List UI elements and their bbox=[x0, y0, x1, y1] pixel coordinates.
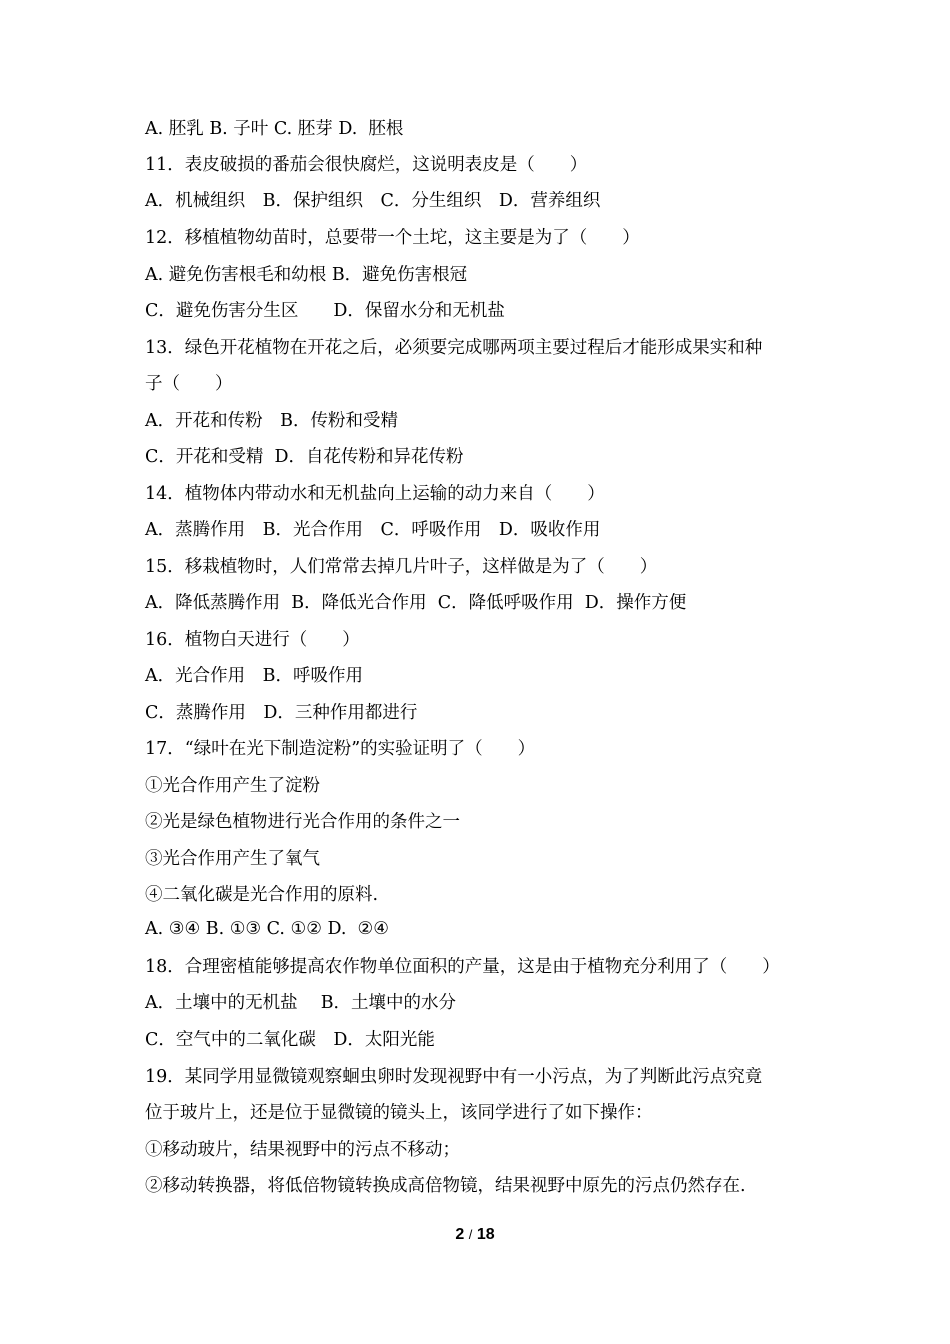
answer-options: A．土壤中的无机盐 B．土壤中的水分 bbox=[145, 993, 457, 1013]
question-stem: 14．植物体内带动水和无机盐向上运输的动力来自（ ） bbox=[145, 484, 605, 504]
question-stem: 16．植物白天进行（ ） bbox=[145, 630, 360, 650]
answer-options: A．开花和传粉 B．传粉和受精 bbox=[145, 411, 398, 431]
statement-item: ②光是绿色植物进行光合作用的条件之一 bbox=[145, 812, 460, 832]
answer-options: C．空气中的二氧化碳 D．太阳光能 bbox=[145, 1030, 435, 1050]
statement-item: ④二氧化碳是光合作用的原料. bbox=[145, 885, 379, 905]
question-stem: 12．移植植物幼苗时，总要带一个土坨，这主要是为了（ ） bbox=[145, 228, 640, 248]
answer-options: A. 避免伤害根毛和幼根 B．避免伤害根冠 bbox=[145, 265, 468, 285]
answer-options: C．开花和受精 D．自花传粉和异花传粉 bbox=[145, 447, 464, 467]
answer-options: A．降低蒸腾作用 B．降低光合作用 C．降低呼吸作用 D．操作方便 bbox=[145, 593, 687, 613]
answer-options: C．蒸腾作用 D．三种作用都进行 bbox=[145, 703, 418, 723]
answer-options: C．避免伤害分生区 D．保留水分和无机盐 bbox=[145, 301, 505, 321]
question-stem: 13．绿色开花植物在开花之后，必须要完成哪两项主要过程后才能形成果实和种 bbox=[145, 338, 763, 358]
page-number bbox=[0, 1226, 950, 1244]
statement-item: ③光合作用产生了氧气 bbox=[145, 849, 320, 869]
question-stem: 18．合理密植能够提高农作物单位面积的产量，这是由于植物充分利用了（ ） bbox=[145, 957, 780, 977]
text-line: A. 胚乳 B. 子叶 C. 胚芽 D. 胚根 bbox=[145, 119, 404, 139]
statement-item: ①移动玻片，结果视野中的污点不移动； bbox=[145, 1140, 460, 1160]
answer-options: A．光合作用 B．呼吸作用 bbox=[145, 666, 363, 686]
question-stem: 位于玻片上，还是位于显微镜的镜头上，该同学进行了如下操作： bbox=[145, 1103, 653, 1123]
statement-item: ①光合作用产生了淀粉 bbox=[145, 776, 320, 796]
statement-item: ②移动转换器，将低倍物镜转换成高倍物镜，结果视野中原先的污点仍然存在. bbox=[145, 1176, 746, 1196]
page-current: 2 bbox=[455, 1226, 465, 1243]
page-separator: / bbox=[468, 1227, 473, 1242]
question-stem: 19．某同学用显微镜观察蛔虫卵时发现视野中有一小污点，为了判断此污点究竟 bbox=[145, 1067, 763, 1087]
answer-options: A. ③④ B. ①③ C. ①② D. ②④ bbox=[145, 919, 389, 939]
question-stem: 17．“绿叶在光下制造淀粉”的实验证明了（ ） bbox=[145, 739, 536, 759]
answer-options: A．机械组织 B．保护组织 C．分生组织 D．营养组织 bbox=[145, 191, 601, 211]
answer-options: A．蒸腾作用 B．光合作用 C．呼吸作用 D．吸收作用 bbox=[145, 520, 601, 540]
question-stem: 11．表皮破损的番茄会很快腐烂，这说明表皮是（ ） bbox=[145, 155, 588, 175]
question-stem: 子（ ） bbox=[145, 374, 233, 394]
page-total: 18 bbox=[476, 1226, 495, 1243]
question-stem: 15．移栽植物时，人们常常去掉几片叶子，这样做是为了（ ） bbox=[145, 557, 658, 577]
